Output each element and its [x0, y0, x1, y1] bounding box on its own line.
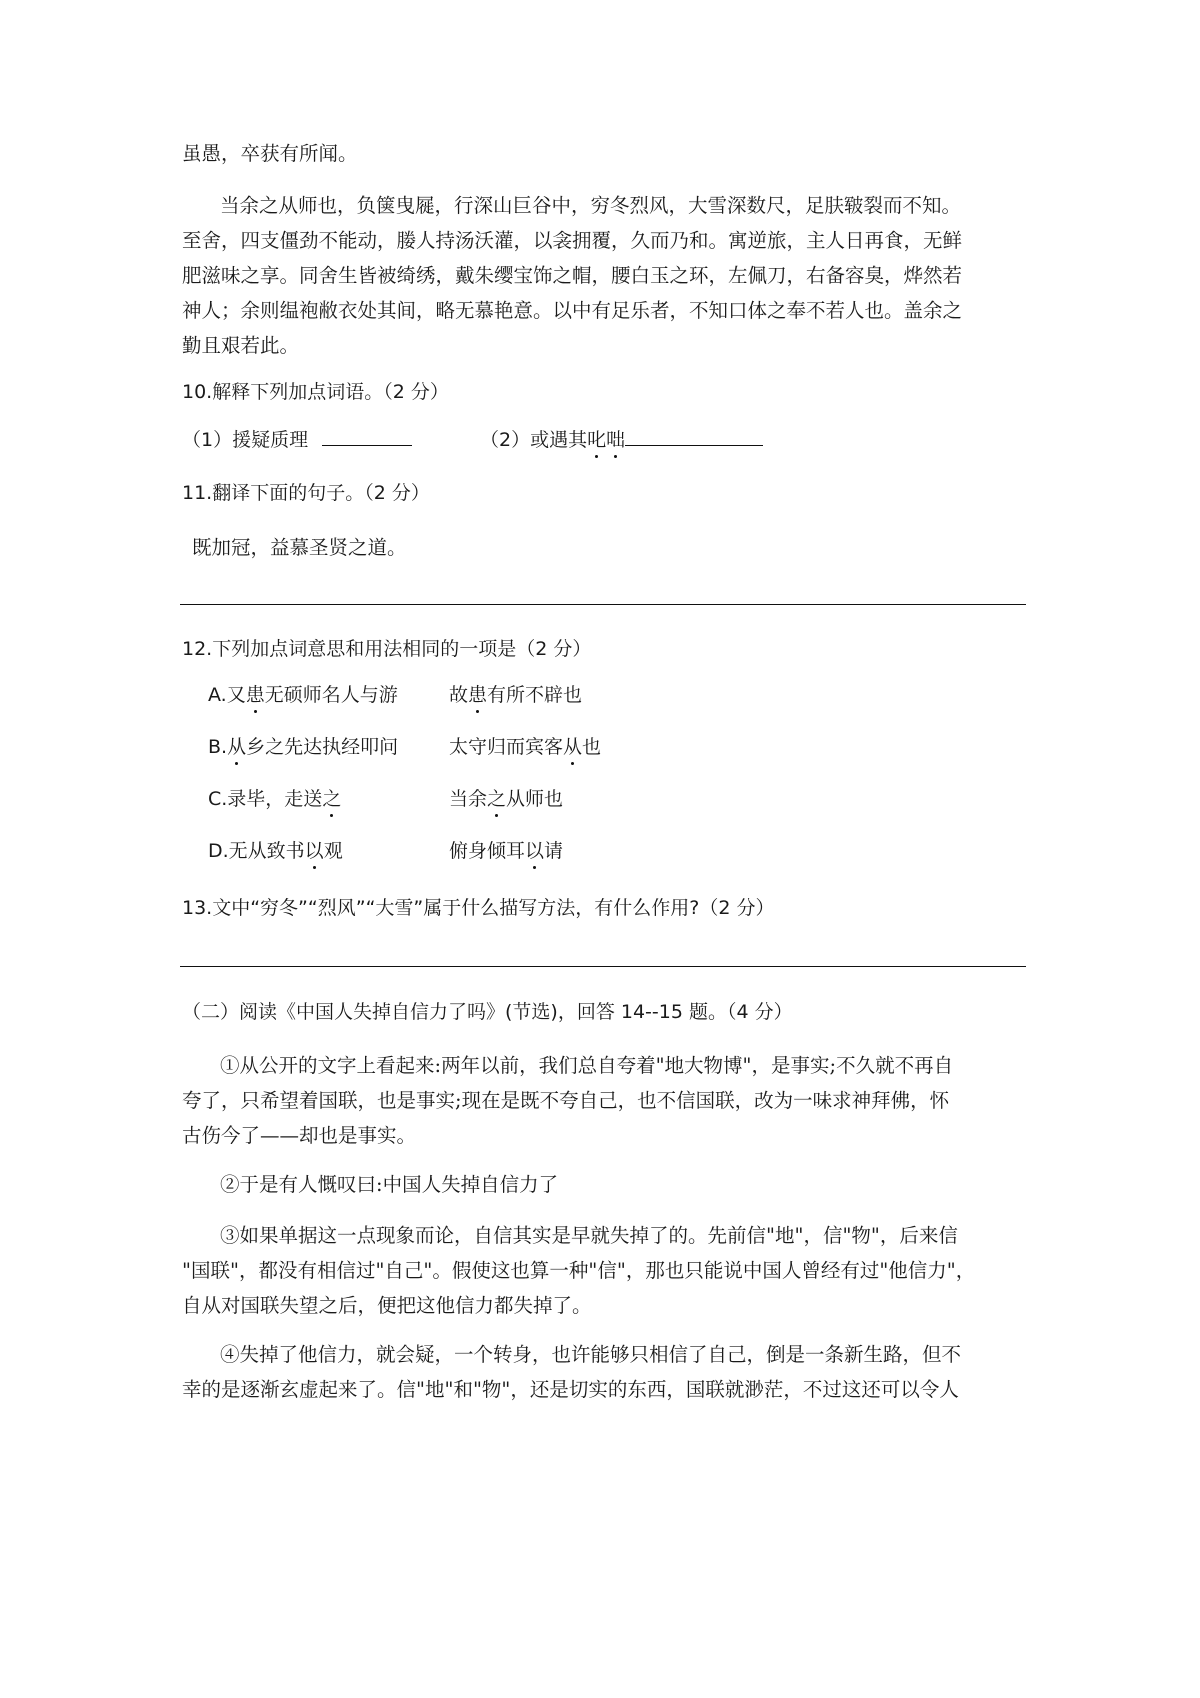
paragraph-line: ②于是有人慨叹曰:中国人失掉自信力了	[220, 1173, 559, 1196]
question-11-title: 11.翻译下面的句子。（2 分）	[182, 482, 430, 504]
question-13-title: 13.文中“穷冬”“烈风”“大雪”属于什么描写方法，有什么作用?（2 分）	[182, 897, 775, 919]
dotted-char: 之	[487, 788, 507, 810]
paragraph-line: ①从公开的文字上看起来:两年以前，我们总自夸着"地大物博"，是事实;不久就不再自	[220, 1054, 954, 1077]
answer-blank[interactable]	[322, 427, 412, 446]
passage-line: 神人；余则缊袍敝衣处其间，略无慕艳意。以中有足乐者，不知口体之奉不若人也。盖余之	[182, 299, 963, 322]
answer-line[interactable]	[180, 966, 1026, 967]
option-d-left: D.无从致书以观	[208, 840, 343, 862]
passage-line: 至舍，四支僵劲不能动，媵人持汤沃灌，以衾拥覆，久而乃和。寓逆旅，主人日再食，无鲜	[182, 229, 963, 252]
dotted-char: 以	[525, 840, 545, 862]
dotted-char: 以	[304, 840, 324, 862]
dotted-char: 从	[563, 736, 583, 758]
dotted-char: 患	[245, 684, 265, 706]
question-10-item-1	[182, 427, 412, 450]
paragraph-line: ④失掉了他信力，就会疑，一个转身，也许能够只相信了自己，倒是一条新生路，但不	[220, 1343, 962, 1366]
paragraph-line: "国联"，都没有相信过"自己"。假使这也算一种"信"，那也只能说中国人曾经有过"他信力"，	[182, 1259, 976, 1282]
option-d-right: 俯身倾耳以请	[449, 840, 564, 862]
paragraph-line: 夸了，只希望着国联，也是事实;现在是既不夸自己，也不信国联，改为一味求神拜佛，怀	[182, 1089, 950, 1112]
option-c-left: C.录毕，走送之	[208, 788, 342, 810]
paragraph-line: 古伤今了——却也是事实。	[182, 1124, 417, 1147]
dotted-char: 从	[227, 736, 247, 758]
paragraph-line: ③如果单据这一点现象而论，自信其实是早就失掉了的。先前信"地"，信"物"，后来信	[220, 1224, 958, 1247]
dotted-char: 之	[322, 788, 342, 810]
option-b-left: B.从乡之先达执经叩问	[208, 736, 399, 758]
question-11-sentence: 既加冠，益慕圣贤之道。	[192, 536, 407, 559]
question-10-title: 10.解释下列加点词语。（2 分）	[182, 381, 449, 403]
option-c-right: 当余之从师也	[449, 788, 564, 810]
question-12-title: 12.下列加点词意思和用法相同的一项是（2 分）	[182, 638, 592, 660]
answer-line[interactable]	[180, 604, 1026, 605]
item-label: （1）援疑质理	[182, 429, 309, 451]
question-10-item-2	[480, 427, 763, 450]
section-2-heading: （二）阅读《中国人失掉自信力了吗》(节选)，回答 14--15 题。（4 分）	[182, 1001, 793, 1023]
paragraph-line: 自从对国联失望之后，便把这他信力都失掉了。	[182, 1294, 592, 1317]
item-label: （2）或遇其	[480, 429, 588, 451]
passage-line: 虽愚，卒获有所闻。	[182, 142, 358, 165]
dotted-char: 咄	[606, 429, 626, 451]
paragraph-line: 幸的是逐渐玄虚起来了。信"地"和"物"，还是切实的东西，国联就渺茫，不过这还可以令人	[182, 1378, 959, 1401]
option-a-right: 故患有所不辟也	[449, 684, 583, 706]
dotted-char: 叱	[587, 429, 607, 451]
dotted-char: 患	[468, 684, 488, 706]
passage-line: 肥滋味之享。同舍生皆被绮绣，戴朱缨宝饰之帽，腰白玉之环，左佩刀，右备容臭，烨然若	[182, 264, 963, 287]
passage-line: 勤且艰若此。	[182, 334, 300, 357]
option-a-left: A.又患无硕师名人与游	[208, 684, 398, 706]
passage-line: 当余之从师也，负箧曳屣，行深山巨谷中，穷冬烈风，大雪深数尺，足肤皲裂而不知。	[220, 194, 962, 217]
answer-blank[interactable]	[625, 427, 763, 446]
option-b-right: 太守归而宾客从也	[449, 736, 602, 758]
